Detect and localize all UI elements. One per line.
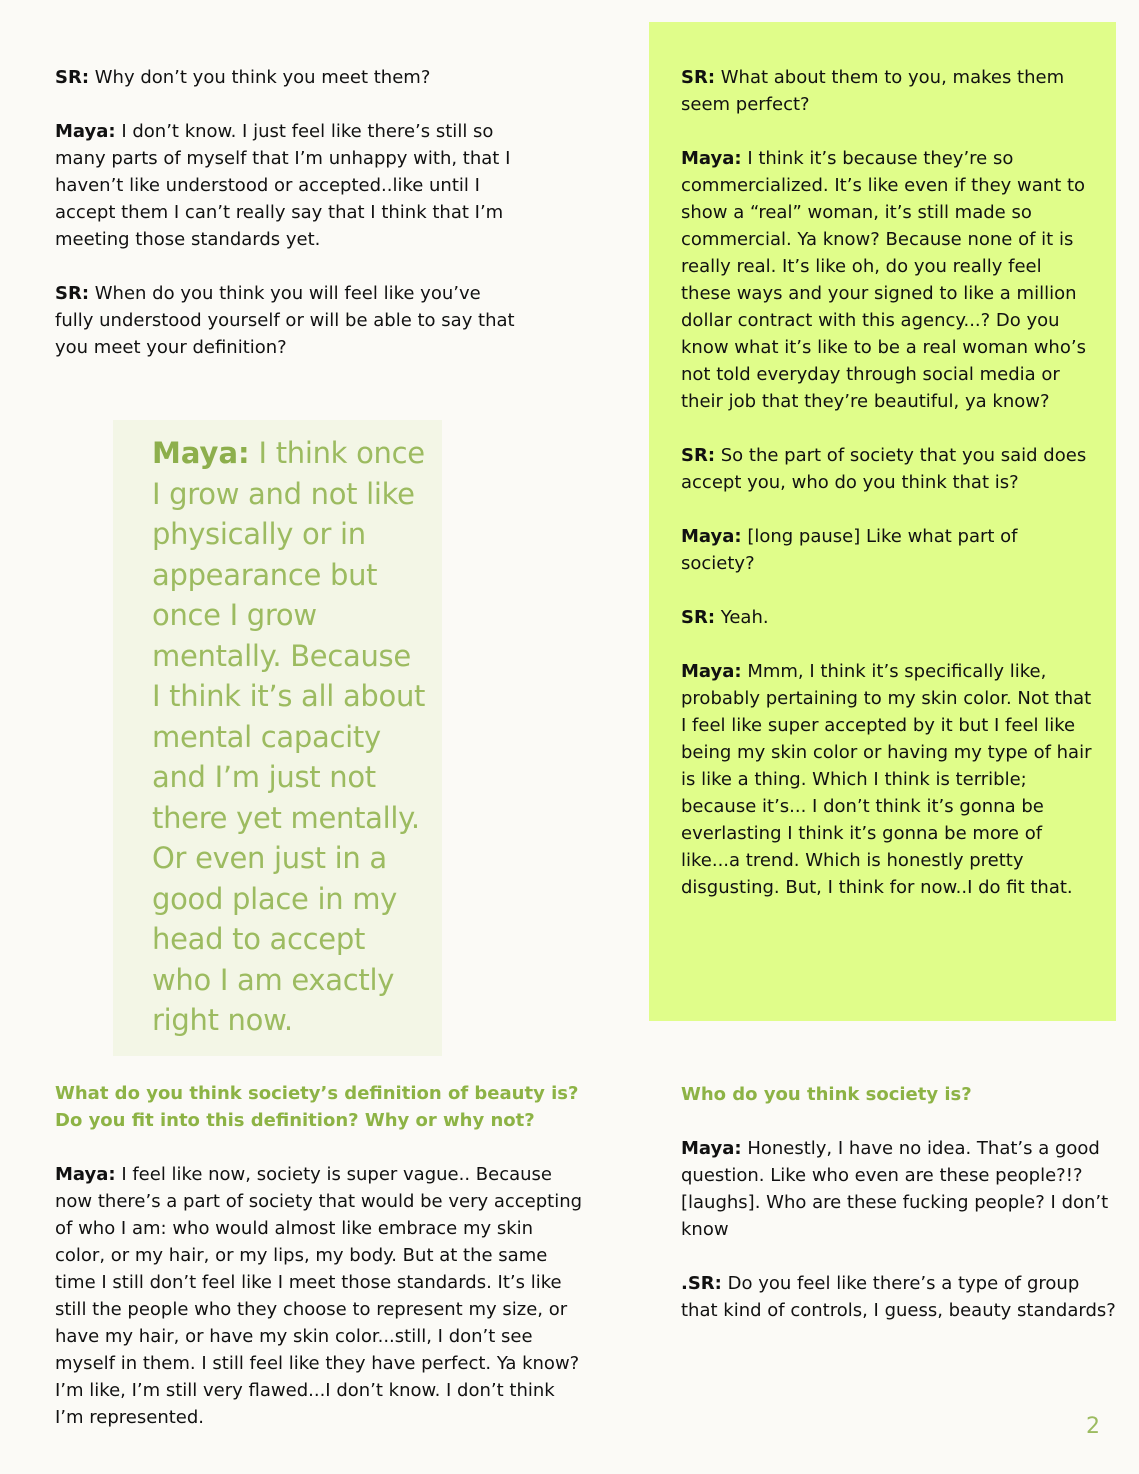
transcript-text: Yeah.: [715, 607, 769, 628]
question-line: What do you think society’s definition of beauty is?: [55, 1083, 579, 1104]
transcript-paragraph: [681, 1135, 1121, 1243]
speaker-label: SR:: [681, 607, 716, 628]
left-transcript-top: [55, 64, 515, 361]
transcript-paragraph: [55, 118, 515, 253]
transcript-text: Honestly, I have no idea. That’s a good question. Like who even are these people?!? [laughs]. Who are these fucking people? I don’t know: [681, 1138, 1109, 1240]
transcript-text: What about them to you, makes them seem perfect?: [681, 67, 1065, 115]
transcript-paragraph: [681, 1270, 1121, 1324]
speaker-label: SR:: [681, 445, 716, 466]
transcript-paragraph: [681, 658, 1093, 901]
left-transcript-bottom: [55, 1080, 585, 1431]
transcript-paragraph: [681, 442, 1093, 496]
speaker-label: Maya:: [681, 1138, 742, 1159]
speaker-label: Maya:: [681, 148, 742, 169]
section-question: Who do you think society is?: [681, 1084, 972, 1105]
right-transcript-highlight: [681, 64, 1093, 901]
speaker-label: SR:: [681, 67, 716, 88]
transcript-text: When do you think you will feel like you’ve fully understood yourself or will be able to say that you meet your definition?: [55, 283, 515, 358]
pull-quote-speaker: Maya:: [152, 436, 250, 470]
page-number: 2: [1086, 1414, 1100, 1439]
speaker-label: Maya:: [681, 661, 742, 682]
transcript-paragraph: [681, 145, 1093, 415]
speaker-label: Maya:: [55, 1164, 116, 1185]
transcript-text: Why don’t you think you meet them?: [89, 67, 431, 88]
right-transcript-bottom: [681, 1081, 1121, 1324]
question-line: Do you fit into this definition? Why or why not?: [55, 1110, 535, 1131]
transcript-paragraph: [55, 280, 515, 361]
speaker-label: .SR:: [681, 1273, 722, 1294]
pull-quote-text: I think once I grow and not like physically or in appearance but once I grow mentally. Because I think it’s all about mental capacity and I’m just not there yet mentally. Or even just in a good place in my head to accept who I am exactly right now.: [152, 436, 426, 1037]
transcript-paragraph: [681, 64, 1093, 118]
transcript-text: I don’t know. I just feel like there’s still so many parts of myself that I’m unhappy with, that I haven’t like understood or accepted..like until I accept them I can’t really say that I think that I’m meeting those standards yet.: [55, 121, 511, 250]
pull-quote: [152, 433, 427, 1041]
section-question: [55, 1080, 585, 1134]
speaker-label: SR:: [55, 67, 90, 88]
transcript-paragraph: [681, 604, 1093, 631]
transcript-text: Do you feel like there’s a type of group that kind of controls, I guess, beauty standards?: [681, 1273, 1116, 1321]
speaker-label: SR:: [55, 283, 90, 304]
transcript-text: [long pause] Like what part of society?: [681, 526, 1018, 574]
transcript-paragraph: [681, 523, 1093, 577]
transcript-text: I think it’s because they’re so commercialized. It’s like even if they want to show a “real” woman, it’s still made so commercial. Ya know? Because none of it is really real. It’s like oh, do you really feel these ways and your signed to like a million dollar contract with this agency...? Do you know what it’s like to be a real woman who’s not told everyday through social media or their job that they’re beautiful, ya know?: [681, 148, 1086, 412]
transcript-text: I feel like now, society is super vague.. Because now there’s a part of society that would be very accepting of who I am: who would almost like embrace my skin color, or my hair, or my lips, my body. But at the same time I still don’t feel like I meet those standards. It’s like still the people who they choose to represent my size, or have my hair, or have my skin color...still, I don’t see myself in them. I still feel like they have perfect. Ya know? I’m like, I’m still very flawed...I don’t know. I don’t think I’m represented.: [55, 1164, 583, 1428]
speaker-label: Maya:: [681, 526, 742, 547]
speaker-label: Maya:: [55, 121, 116, 142]
transcript-paragraph: [55, 1161, 585, 1431]
transcript-paragraph: [55, 64, 515, 91]
transcript-text: So the part of society that you said does accept you, who do you think that is?: [681, 445, 1087, 493]
transcript-text: Mmm, I think it’s specifically like, probably pertaining to my skin color. Not that I feel like super accepted by it but I feel like being my skin color or having my type of hair is like a thing. Which I think is terrible; because it’s... I don’t think it’s gonna be everlasting I think it’s gonna be more of like...a trend. Which is honestly pretty disgusting. But, I think for now..I do fit that.: [681, 661, 1092, 898]
